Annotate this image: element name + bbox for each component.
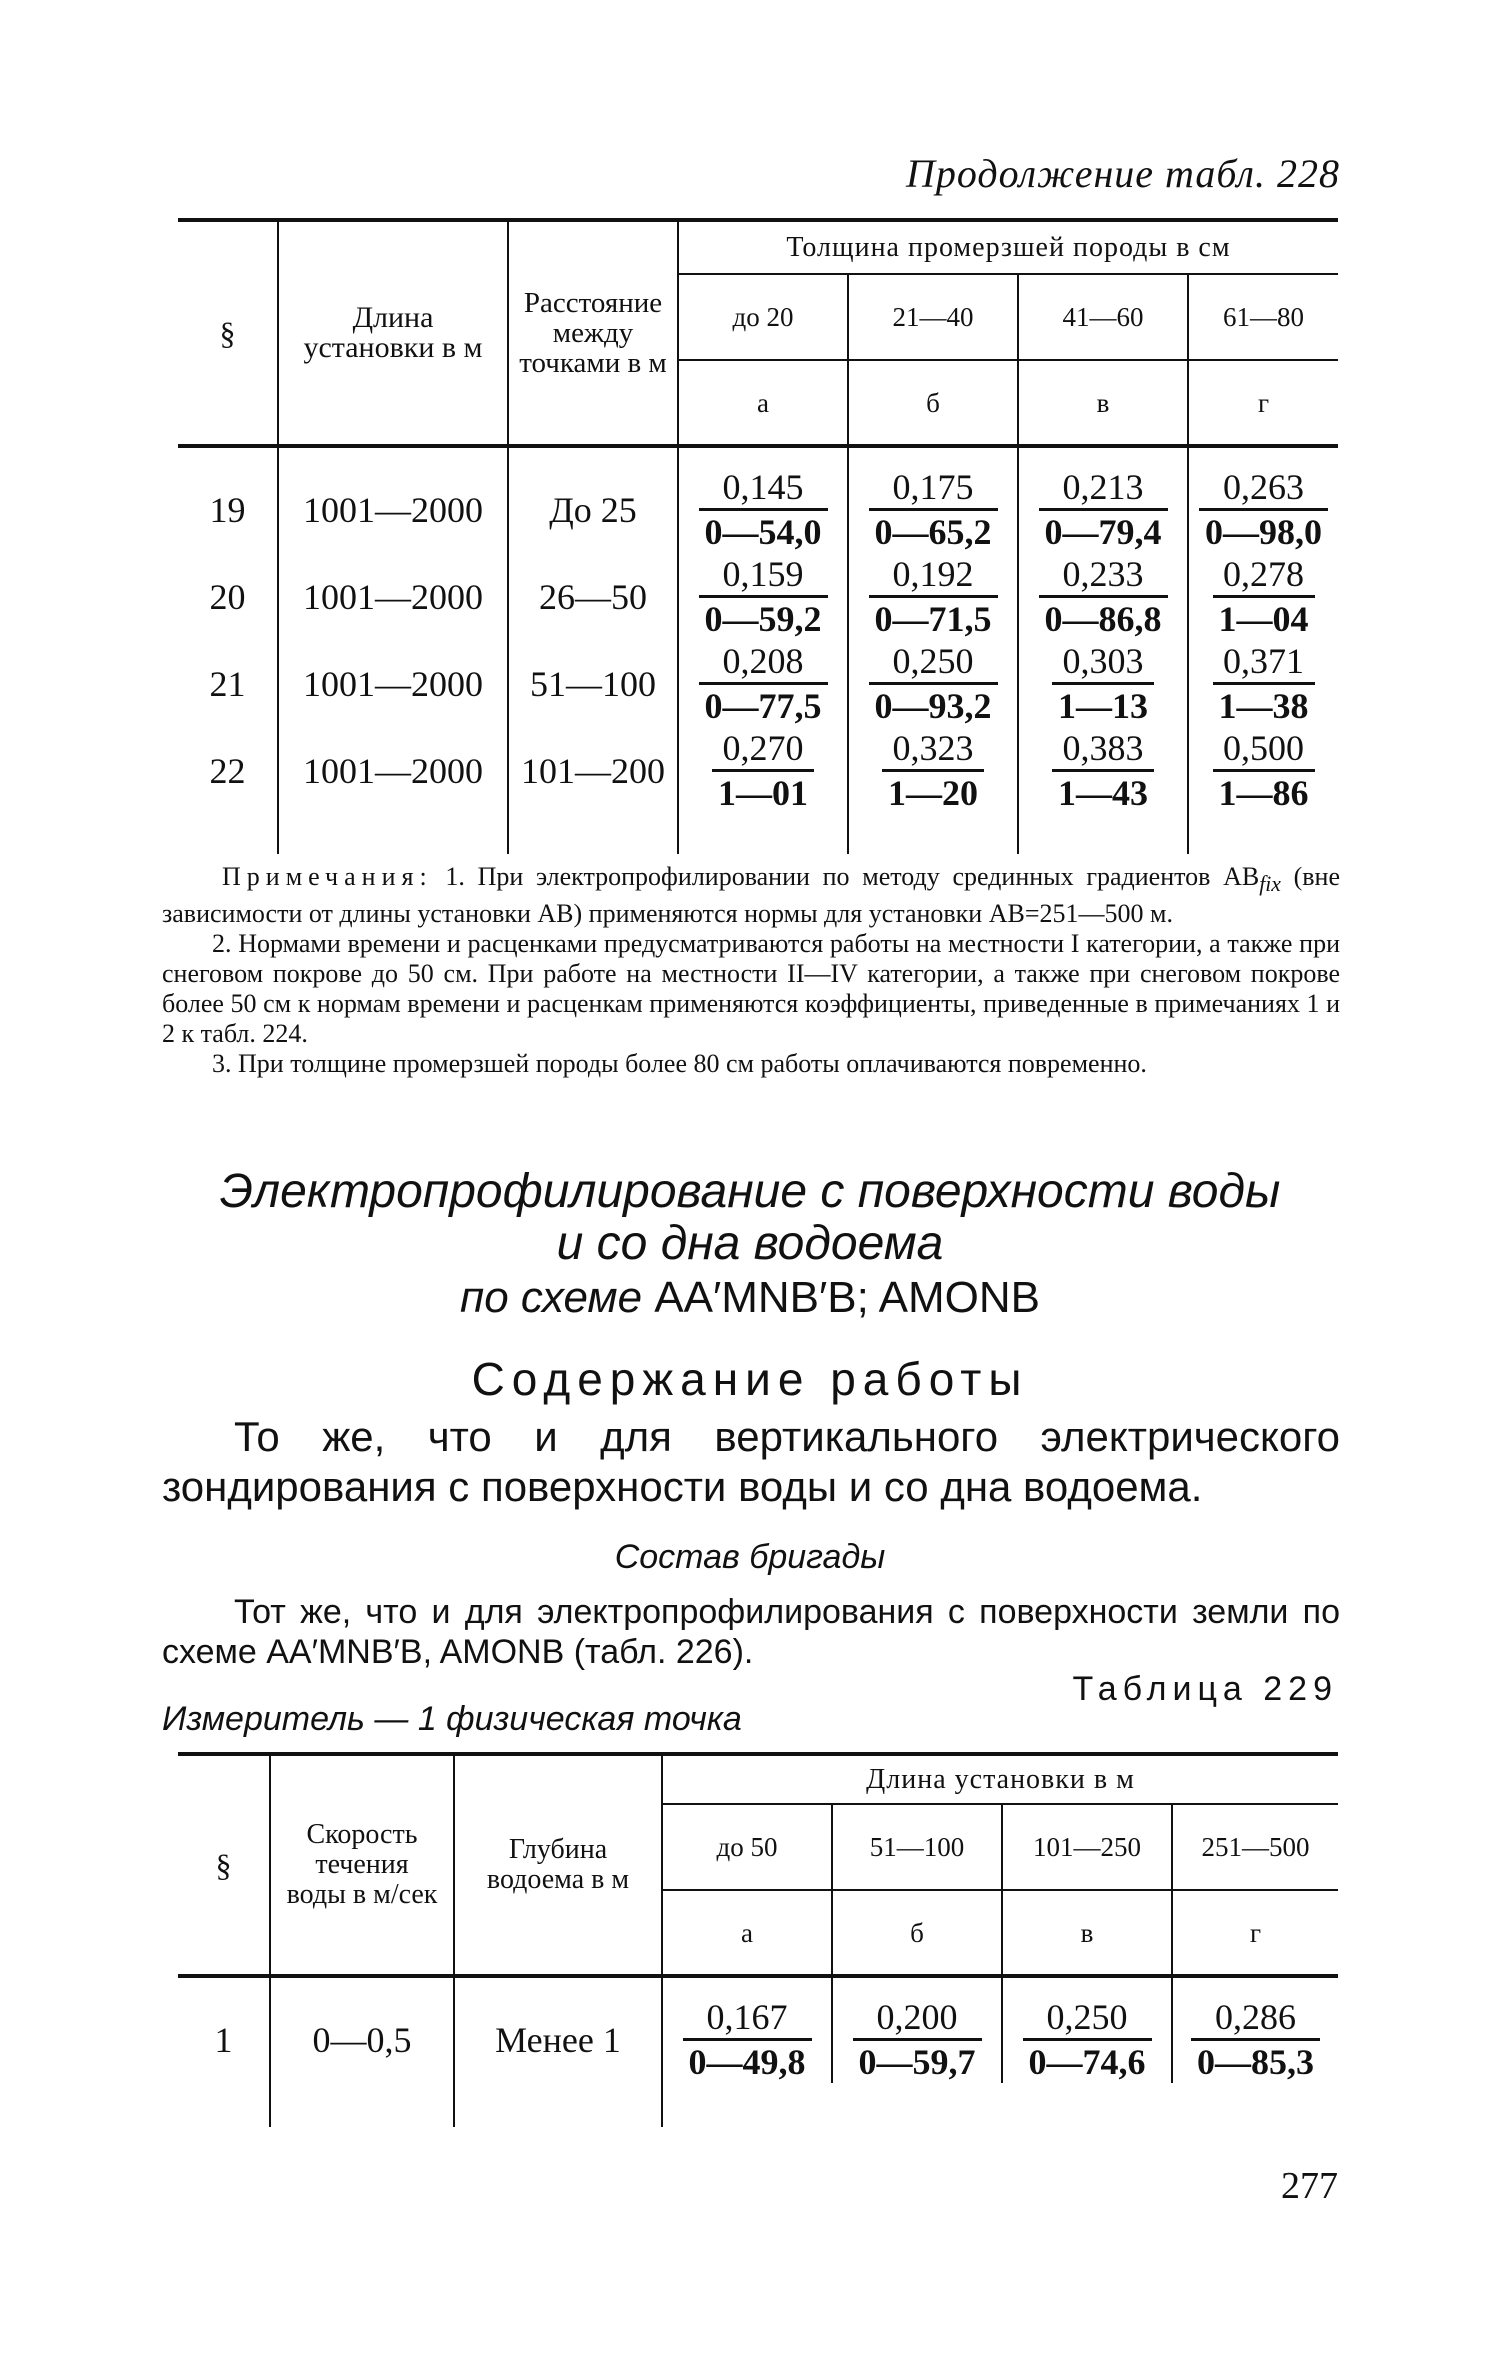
col-speed-header: Скорость течения воды в м/сек xyxy=(270,1754,454,1976)
time-norm: 0,270 xyxy=(722,728,804,768)
rate: 0—86,8 xyxy=(1039,595,1168,640)
row-number: 20 xyxy=(209,576,246,617)
row-number: 1 xyxy=(214,2019,233,2060)
length-cell: 1001—2000 xyxy=(278,466,508,553)
rate: 1—01 xyxy=(712,769,814,814)
content-text: То же, что и для вертикального электрического зондирования с поверхности воды и со дна водоема. xyxy=(162,1413,1340,1510)
time-norm: 0,175 xyxy=(892,467,974,507)
time-norm: 0,167 xyxy=(706,1997,788,2037)
letter-a: а xyxy=(662,1890,832,1976)
time-norm: 0,286 xyxy=(1215,1997,1296,2037)
letter-v: в xyxy=(1002,1890,1172,1976)
rate: 0—71,5 xyxy=(869,595,998,640)
rate: 0—49,8 xyxy=(683,2038,812,2083)
crew-text: Тот же, что и для электропрофилирования с поверхности земли по схеме AA′MNB′B, AMONB (табл. 226). xyxy=(162,1593,1340,1671)
col-section-header: § xyxy=(215,1846,232,1883)
distance-cell: До 25 xyxy=(508,466,678,553)
length-cell: 1001—2000 xyxy=(278,727,508,814)
section-title-line-1: Электропрофилирование с поверхности воды xyxy=(219,1165,1281,1218)
table-229 xyxy=(178,1752,1338,2127)
notes-label: Примечания: xyxy=(222,862,433,891)
rate: 1—43 xyxy=(1052,769,1154,814)
time-norm: 0,383 xyxy=(1062,728,1144,768)
length-cell: 1001—2000 xyxy=(278,640,508,727)
letter-a: а xyxy=(678,360,848,446)
rate: 0—54,0 xyxy=(699,508,828,553)
length-cell: 1001—2000 xyxy=(278,553,508,640)
time-norm: 0,192 xyxy=(892,554,974,594)
distance-cell: 51—100 xyxy=(508,640,678,727)
letter-g: г xyxy=(1172,1890,1338,1976)
running-header: Продолжение табл. 228 xyxy=(905,151,1340,196)
time-norm: 0,250 xyxy=(892,641,974,681)
distance-cell: 26—50 xyxy=(508,553,678,640)
section-title-line-2: и со дна водоема xyxy=(556,1217,944,1270)
time-norm: 0,250 xyxy=(1046,1997,1128,2037)
table-row xyxy=(178,466,1338,553)
range-3: 41—60 xyxy=(1018,274,1188,360)
col-depth-header: Глубина водоема в м xyxy=(454,1754,662,1976)
time-norm: 0,323 xyxy=(892,728,974,768)
range-4: 61—80 xyxy=(1188,274,1338,360)
range-2: 51—100 xyxy=(832,1804,1002,1890)
table-label: Таблица 229 xyxy=(1072,1670,1338,1708)
note-3: 3. При толщине промерзшей породы более 80 см работы оплачиваются повременно. xyxy=(212,1049,1147,1079)
rate: 1—20 xyxy=(882,769,984,814)
rate: 0—59,7 xyxy=(853,2038,982,2083)
time-norm: 0,145 xyxy=(722,467,804,507)
section-title-line-3: по схеме AA′MNB′B; AMONB xyxy=(460,1273,1040,1322)
range-2: 21—40 xyxy=(848,274,1018,360)
rate: 0—85,3 xyxy=(1191,2038,1320,2083)
table-row xyxy=(178,640,1338,727)
crew-heading: Состав бригады xyxy=(614,1538,886,1576)
table-row xyxy=(178,727,1338,814)
rate: 1—86 xyxy=(1213,769,1315,814)
letter-g: г xyxy=(1188,360,1338,446)
rate: 1—13 xyxy=(1052,682,1154,727)
range-1: до 50 xyxy=(662,1804,832,1890)
rate: 0—98,0 xyxy=(1199,508,1328,553)
letter-b: б xyxy=(832,1890,1002,1976)
rate: 0—79,4 xyxy=(1039,508,1168,553)
time-norm: 0,208 xyxy=(722,641,804,681)
col-distance-header: Расстояние между точками в м xyxy=(508,220,678,446)
time-norm: 0,233 xyxy=(1062,554,1144,594)
row-number: 22 xyxy=(209,750,246,791)
rate: 0—74,6 xyxy=(1023,2038,1152,2083)
time-norm: 0,213 xyxy=(1062,467,1144,507)
rate: 0—65,2 xyxy=(869,508,998,553)
page-number: 277 xyxy=(1281,2165,1338,2207)
rate: 0—77,5 xyxy=(699,682,828,727)
table-row xyxy=(178,1996,1338,2083)
time-norm: 0,500 xyxy=(1223,728,1304,768)
notes xyxy=(162,862,1340,1079)
time-norm: 0,159 xyxy=(722,554,804,594)
time-norm: 0,371 xyxy=(1223,641,1304,681)
measure-unit: Измеритель — 1 физическая точка xyxy=(162,1700,742,1738)
col-length-header: Длина установки в м xyxy=(278,220,508,446)
rate: 1—38 xyxy=(1213,682,1315,727)
letter-v: в xyxy=(1018,360,1188,446)
time-norm: 0,303 xyxy=(1062,641,1144,681)
row-number: 19 xyxy=(209,489,246,530)
depth-cell: Менее 1 xyxy=(454,1996,662,2083)
speed-cell: 0—0,5 xyxy=(270,1996,454,2083)
note-2: 2. Нормами времени и расценками предусматриваются работы на местности I категории, а также при снеговом покрове до 50 см. При работе на местности II—IV категории, а также при снеговом покрове более 50 см к нормам времени и расценкам применяются коэффициенты, приведенные в примечаниях 1 и 2 к табл. 224. xyxy=(162,929,1340,1049)
range-1: до 20 xyxy=(678,274,848,360)
rate: 0—93,2 xyxy=(869,682,998,727)
distance-cell: 101—200 xyxy=(508,727,678,814)
range-4: 251—500 xyxy=(1172,1804,1338,1890)
group-header: Толщина промерзшей породы в см xyxy=(678,220,1338,274)
row-number: 21 xyxy=(209,663,246,704)
time-norm: 0,278 xyxy=(1223,554,1304,594)
col-section-header: § xyxy=(219,315,236,351)
time-norm: 0,200 xyxy=(876,1997,958,2037)
table-228 xyxy=(178,218,1338,854)
range-3: 101—250 xyxy=(1002,1804,1172,1890)
rate: 0—59,2 xyxy=(699,595,828,640)
table-row xyxy=(178,553,1338,640)
letter-b: б xyxy=(848,360,1018,446)
time-norm: 0,263 xyxy=(1223,467,1304,507)
group-header: Длина установки в м xyxy=(662,1754,1338,1804)
note-1: Примечания: 1. При электропрофилировании по методу срединных градиентов $AB_{fix}$ (вне зависимости от длины установки AB) применяются нормы для установки AB=251—500 м. xyxy=(162,862,1340,929)
content-heading: Содержание работы xyxy=(471,1353,1029,1405)
rate: 1—04 xyxy=(1213,595,1315,640)
